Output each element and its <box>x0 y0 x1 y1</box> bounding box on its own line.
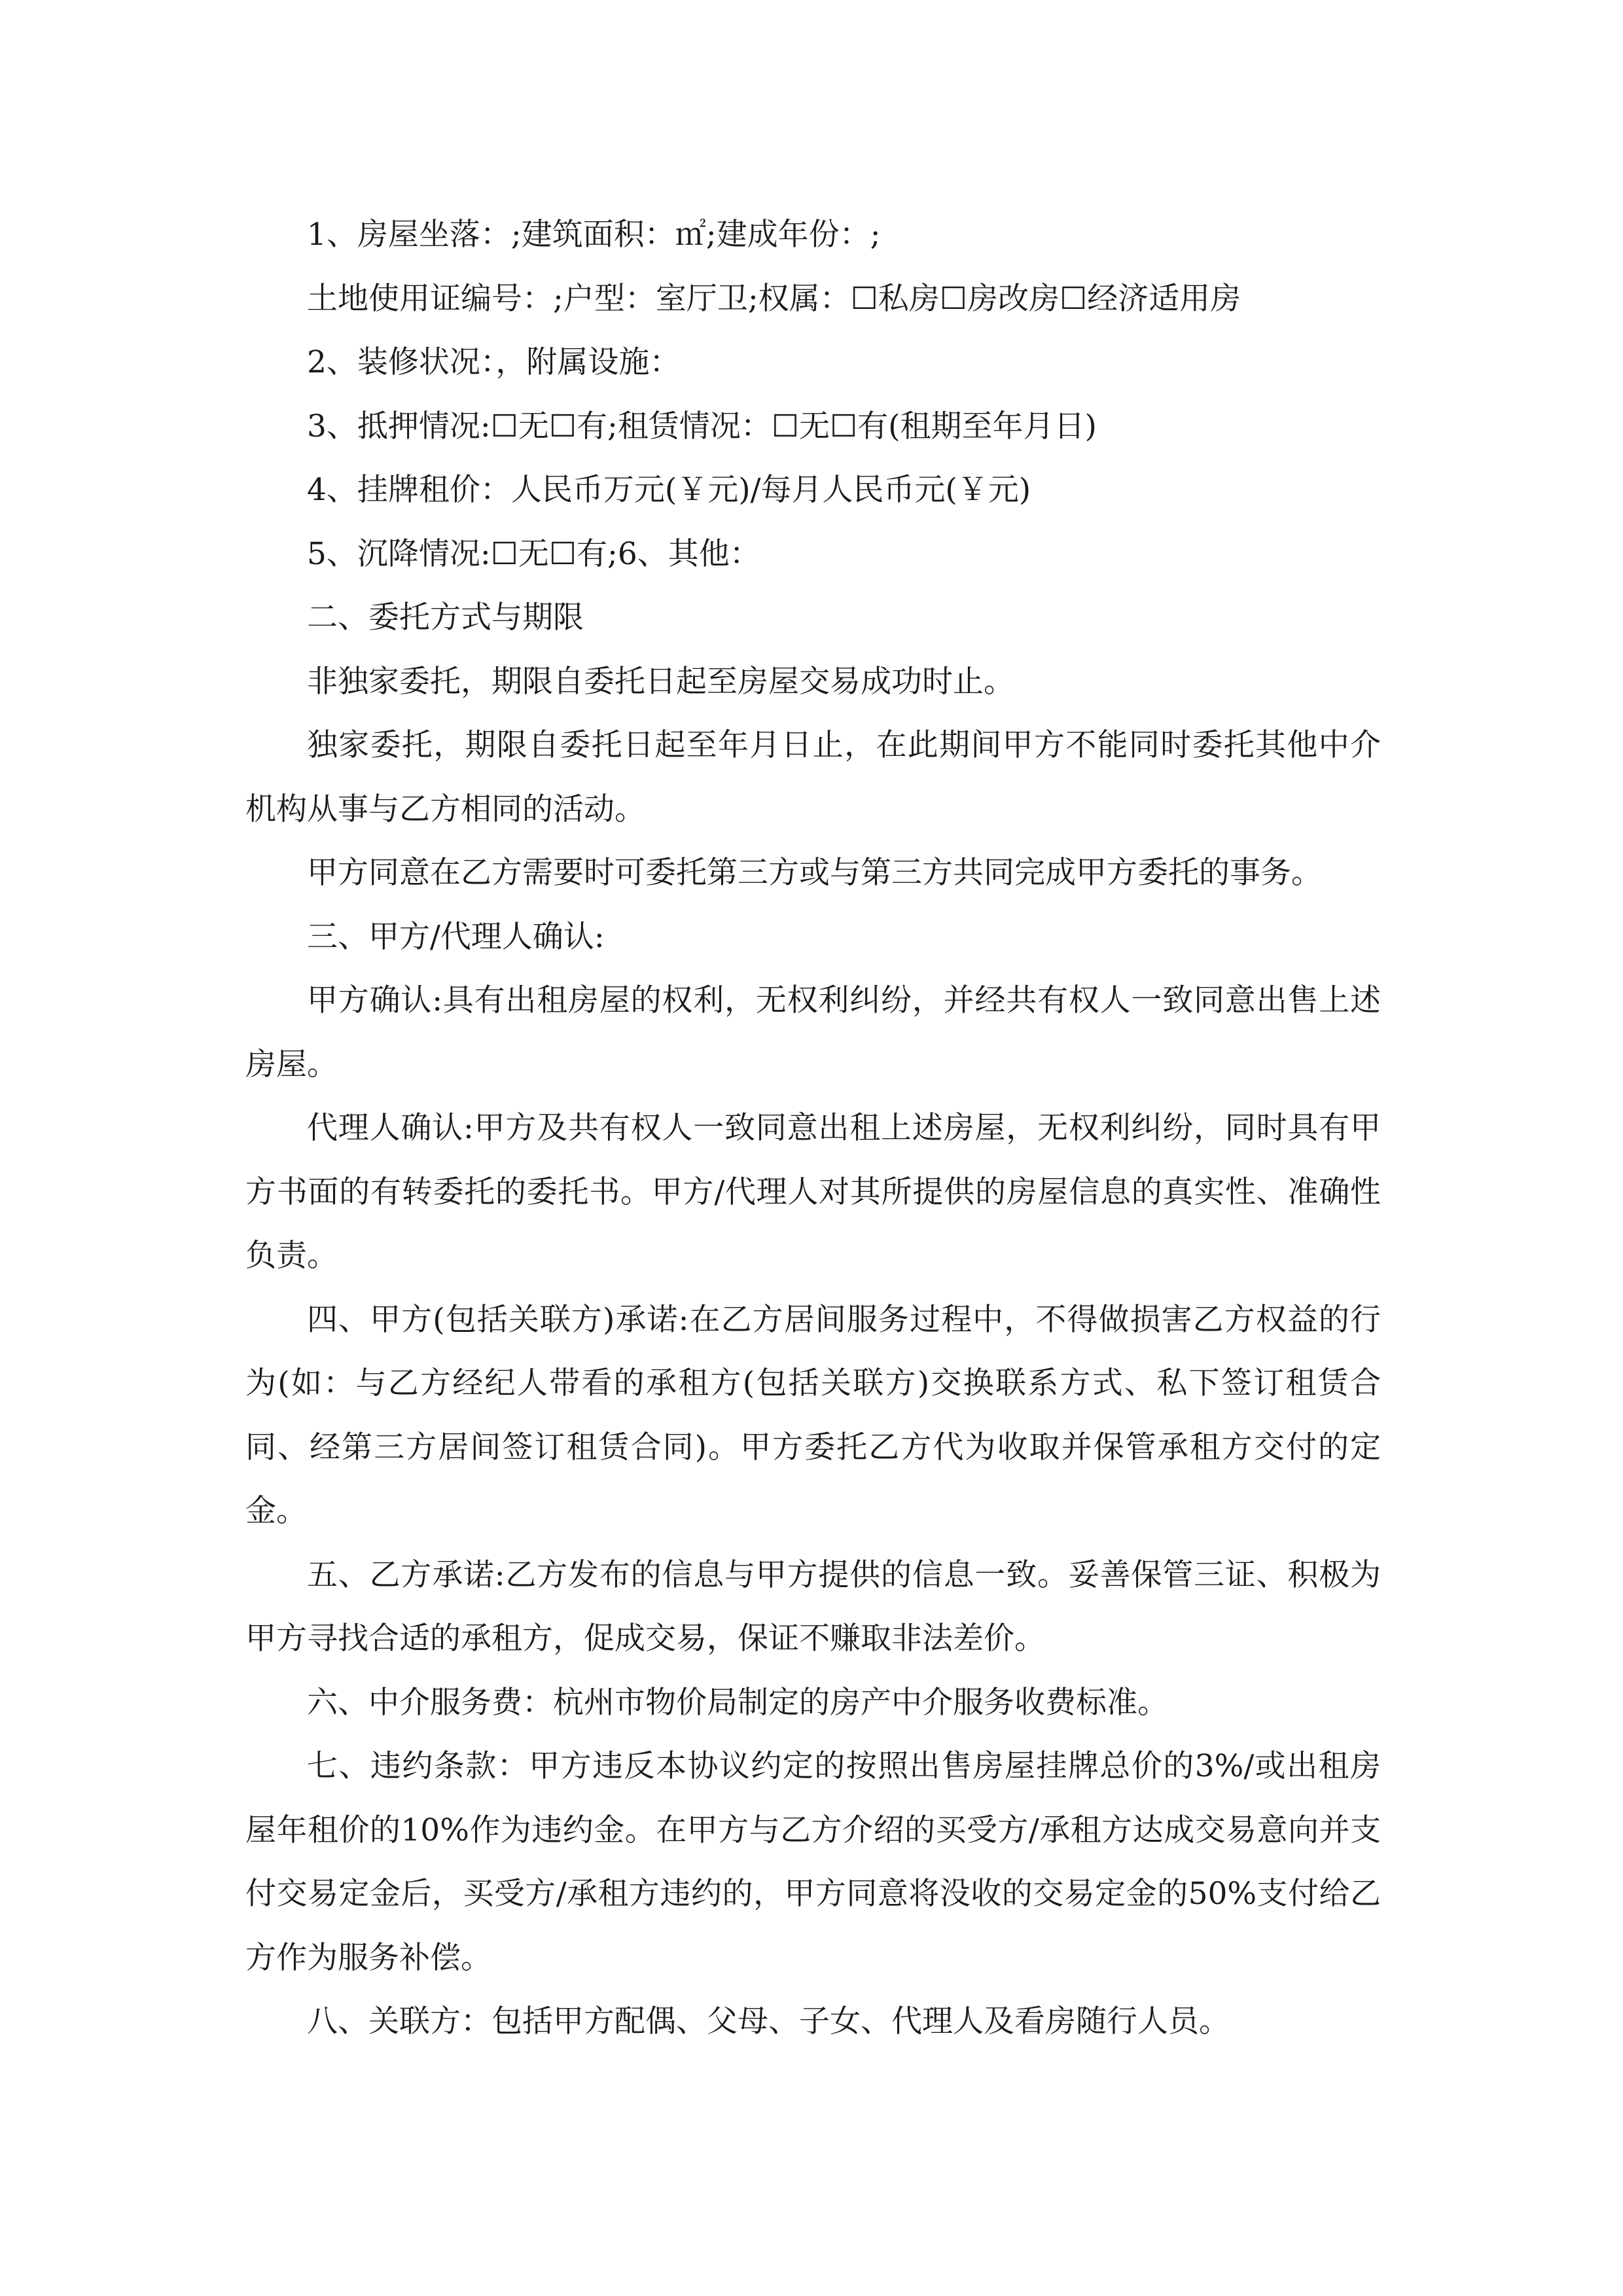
breach-clause: 七、违约条款：甲方违反本协议约定的按照出售房屋挂牌总价的3%/或出租房屋年租价的10%作为违约金。在甲方与乙方介绍的买受方/承租方达成交易意向并支付交易定金后，买受方/承租方违约的，甲方同意将没收的交易定金的50%支付给乙方作为服务补偿。 <box>245 1748 1381 1976</box>
agent-confirmation: 代理人确认:甲方及共有权人一致同意出租上述房屋，无权利纠纷，同时具有甲方书面的有转委托的委托书。甲方/代理人对其所提供的房屋信息的真实性、准确性负责。 <box>245 1110 1381 1274</box>
exclusive-clause: 独家委托，期限自委托日起至年月日止，在此期间甲方不能同时委托其他中介机构从事与乙方相同的活动。 <box>245 727 1381 827</box>
decoration-status-line: 2、装修状况：，附属设施： <box>307 344 681 380</box>
listed-rent-line: 4、挂牌租价：人民币万元(￥元)/每月人民币元(￥元) <box>307 472 1031 508</box>
land-certificate-line: 土地使用证编号：;户型：室厅卫;权属：☐私房☐房改房☐经济适用房 <box>307 280 1241 317</box>
non-exclusive-clause: 非独家委托，期限自委托日起至房屋交易成功时止。 <box>307 663 1014 700</box>
document-body <box>245 203 1381 2054</box>
settlement-line: 5、沉降情况:☐无☐有;6、其他： <box>307 535 760 572</box>
section-heading-commission-method: 二、委托方式与期限 <box>307 600 584 636</box>
service-fee-clause: 六、中介服务费：杭州市物价局制定的房产中介服务收费标准。 <box>307 1684 1168 1721</box>
party-b-commitment: 五、乙方承诺:乙方发布的信息与甲方提供的信息一致。妥善保管三证、积极为甲方寻找合适的承租方，促成交易，保证不赚取非法差价。 <box>245 1556 1381 1657</box>
party-a-confirmation: 甲方确认:具有出租房屋的权利，无权利纠纷，并经共有权人一致同意出售上述房屋。 <box>245 982 1381 1083</box>
third-party-clause: 甲方同意在乙方需要时可委托第三方或与第三方共同完成甲方委托的事务。 <box>307 855 1322 891</box>
property-location-line: 1、房屋坐落：;建筑面积：㎡;建成年份：; <box>307 217 881 253</box>
mortgage-lease-line: 3、抵押情况:☐无☐有;租赁情况：☐无☐有(租期至年月日) <box>307 408 1097 444</box>
party-a-commitment: 四、甲方(包括关联方)承诺:在乙方居间服务过程中，不得做损害乙方权益的行为(如：与乙方经纪人带看的承租方(包括关联方)交换联系方式、私下签订租赁合同、经第三方居间签订租赁合同)。甲方委托乙方代为收取并保管承租方交付的定金。 <box>245 1301 1381 1529</box>
related-parties-clause: 八、关联方：包括甲方配偶、父母、子女、代理人及看房随行人员。 <box>307 2003 1230 2039</box>
section-heading-confirmation: 三、甲方/代理人确认: <box>307 918 605 955</box>
